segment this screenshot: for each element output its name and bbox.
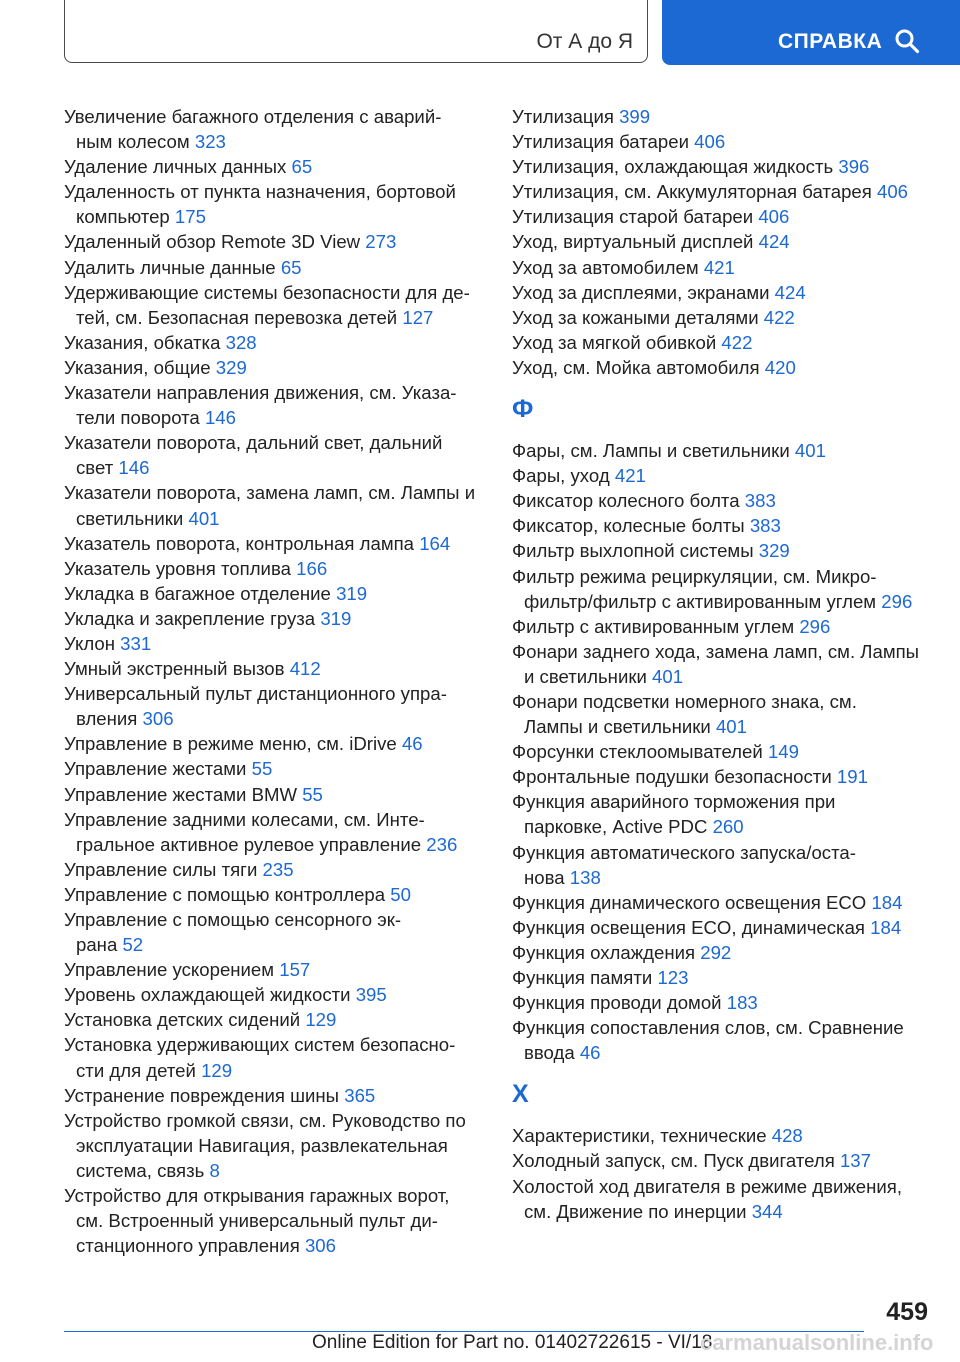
index-entry bbox=[64, 731, 484, 756]
index-term: Фонари заднего хода, замена ламп, см. Лампы bbox=[512, 640, 920, 662]
index-entry bbox=[64, 681, 484, 731]
page-reference-link[interactable]: 138 bbox=[569, 866, 601, 888]
page-number: 459 bbox=[886, 1298, 928, 1326]
page-reference-link[interactable]: 127 bbox=[402, 306, 434, 328]
index-entry bbox=[64, 1108, 484, 1183]
index-entry bbox=[512, 789, 932, 839]
index-term: Фильтр режима рециркуляции, см. Микро- bbox=[512, 565, 877, 587]
index-term: Управление в режиме меню, см. iDrive bbox=[64, 733, 397, 755]
index-term: Фары, см. Лампы и светильники bbox=[512, 440, 790, 462]
page-reference-link[interactable]: 344 bbox=[751, 1200, 783, 1222]
index-entry bbox=[64, 782, 484, 807]
page-reference-link[interactable]: 396 bbox=[838, 156, 870, 178]
index-term: Устройство громкой связи, см. Руководство по bbox=[64, 1109, 466, 1131]
index-term: Универсальный пульт дистанционного упра- bbox=[64, 683, 447, 705]
index-term: Указания, общие bbox=[64, 356, 211, 378]
index-term: Утилизация, охлаждающая жидкость bbox=[512, 156, 834, 178]
page-reference-link[interactable]: 428 bbox=[771, 1125, 803, 1147]
index-term: Уклон bbox=[64, 632, 115, 654]
index-entry bbox=[512, 614, 932, 639]
index-term: Холостой ход двигателя в режиме движения, bbox=[512, 1175, 903, 1197]
edition-info: Online Edition for Part no. 01402722615 - VI/18 bbox=[312, 1332, 713, 1353]
index-entry bbox=[64, 957, 484, 982]
index-term-continued: см. Встроенный универсальный пульт ди- bbox=[76, 1210, 438, 1232]
page-reference-link[interactable]: 329 bbox=[758, 540, 790, 562]
index-entry bbox=[64, 255, 484, 280]
index-entry bbox=[512, 305, 932, 330]
index-term-continued: гральное активное рулевое управление bbox=[76, 833, 422, 855]
index-term: Характеристики, технические bbox=[512, 1125, 767, 1147]
index-term: Функция памяти bbox=[512, 967, 653, 988]
page-reference-link[interactable]: 129 bbox=[201, 1059, 233, 1081]
index-term-continued: см. Движение по инерции bbox=[524, 1200, 747, 1222]
page-reference-link[interactable]: 235 bbox=[262, 858, 294, 880]
index-term: Функция освещения ECO, динамическая bbox=[512, 916, 865, 938]
index-term-continued: нова bbox=[524, 866, 565, 888]
index-term: Удалить личные данные bbox=[64, 256, 276, 278]
search-icon[interactable] bbox=[894, 28, 920, 54]
index-entry bbox=[64, 330, 484, 355]
index-entry bbox=[64, 1032, 484, 1082]
index-term-continued: компьютер bbox=[76, 206, 170, 228]
page-reference-link[interactable]: 406 bbox=[877, 181, 909, 203]
index-entry bbox=[512, 204, 932, 229]
index-entry bbox=[64, 857, 484, 882]
page-reference-link[interactable]: 8 bbox=[209, 1159, 220, 1181]
index-entry bbox=[512, 179, 932, 204]
index-entry bbox=[64, 1007, 484, 1032]
index-entry bbox=[64, 1183, 484, 1258]
page-reference-link[interactable]: 123 bbox=[657, 967, 689, 988]
index-term: Функция аварийного торможения при bbox=[512, 791, 836, 813]
page-reference-link[interactable]: 401 bbox=[188, 507, 220, 529]
help-tab[interactable] bbox=[662, 0, 960, 65]
index-entry bbox=[512, 104, 932, 129]
index-entry bbox=[64, 480, 484, 530]
page-reference-link[interactable]: 329 bbox=[215, 356, 247, 378]
section-letter-h: Х bbox=[512, 1080, 529, 1109]
index-term-continued: рана bbox=[76, 934, 118, 956]
index-entry bbox=[512, 1015, 932, 1065]
index-entry bbox=[512, 463, 932, 488]
index-group-u bbox=[512, 104, 932, 380]
index-entry bbox=[512, 764, 932, 789]
page-reference-link[interactable]: 184 bbox=[871, 891, 903, 913]
page-reference-link[interactable]: 260 bbox=[712, 816, 744, 838]
index-entry bbox=[64, 882, 484, 907]
page-reference-link[interactable]: 183 bbox=[726, 992, 758, 1014]
index-term: Фронтальные подушки безопасности bbox=[512, 766, 832, 788]
section-letter-f: Ф bbox=[512, 395, 534, 424]
index-term-continued: эксплуатации Навигация, развлекательная bbox=[76, 1134, 448, 1156]
page-reference-link[interactable]: 129 bbox=[305, 1009, 337, 1031]
index-term: Функция автоматического запуска/оста- bbox=[512, 841, 856, 863]
page-reference-link[interactable]: 422 bbox=[721, 331, 753, 353]
index-term: Укладка в багажное отделение bbox=[64, 582, 331, 604]
page-reference-link[interactable]: 46 bbox=[401, 733, 423, 755]
index-term: Утилизация bbox=[512, 106, 614, 127]
page-reference-link[interactable]: 406 bbox=[758, 206, 790, 228]
index-entry bbox=[512, 564, 932, 614]
page-reference-link[interactable]: 421 bbox=[703, 256, 735, 278]
page-reference-link[interactable]: 383 bbox=[744, 490, 776, 512]
index-term: Указатели поворота, дальний свет, дальний bbox=[64, 432, 443, 454]
page-reference-link[interactable]: 184 bbox=[870, 916, 902, 938]
index-term: Фары, уход bbox=[512, 465, 610, 487]
page-reference-link[interactable]: 323 bbox=[194, 131, 226, 153]
page-reference-link[interactable]: 166 bbox=[296, 557, 328, 579]
index-term: Управление задними колесами, см. Инте- bbox=[64, 808, 425, 830]
index-term: Уход за автомобилем bbox=[512, 256, 699, 278]
page-reference-link[interactable]: 412 bbox=[289, 658, 321, 680]
index-term: Уход за мягкой обивкой bbox=[512, 331, 717, 353]
index-term-continued: система, связь bbox=[76, 1159, 205, 1181]
index-term: Удаленный обзор Remote 3D View bbox=[64, 231, 361, 253]
index-term: Умный экстренный вызов bbox=[64, 658, 285, 680]
index-entry bbox=[64, 280, 484, 330]
index-term-continued: Лампы и светильники bbox=[524, 716, 711, 738]
index-term: Уход, см. Мойка автомобиля bbox=[512, 356, 760, 378]
index-term-continued: тели поворота bbox=[76, 407, 200, 429]
page-reference-link[interactable]: 65 bbox=[280, 256, 302, 278]
index-term-continued: ввода bbox=[524, 1042, 575, 1064]
index-entry bbox=[512, 1174, 932, 1224]
index-term: Устройство для открывания гаражных ворот, bbox=[64, 1185, 450, 1207]
index-term: Устранение повреждения шины bbox=[64, 1084, 340, 1106]
index-entry bbox=[512, 154, 932, 179]
index-column-left bbox=[64, 104, 484, 1258]
page-reference-link[interactable]: 164 bbox=[419, 532, 451, 554]
index-term-continued: сти для детей bbox=[76, 1059, 196, 1081]
index-term-continued: светильники bbox=[76, 507, 184, 529]
index-term-continued: ным колесом bbox=[76, 131, 190, 153]
index-entry bbox=[512, 488, 932, 513]
page-reference-link[interactable]: 401 bbox=[794, 440, 826, 462]
index-term: Увеличение багажного отделения с аварий- bbox=[64, 106, 442, 127]
page-reference-link[interactable]: 157 bbox=[279, 959, 311, 981]
index-entry bbox=[512, 513, 932, 538]
index-entry bbox=[64, 656, 484, 681]
index-entry bbox=[512, 890, 932, 915]
index-term: Функция сопоставления слов, см. Сравнение bbox=[512, 1017, 904, 1039]
index-term: Функция охлаждения bbox=[512, 941, 696, 963]
index-entry bbox=[64, 154, 484, 179]
index-term: Укладка и закрепление груза bbox=[64, 607, 316, 629]
page-reference-link[interactable]: 306 bbox=[304, 1235, 336, 1257]
index-term: Установка детских сидений bbox=[64, 1009, 301, 1031]
index-term: Указания, обкатка bbox=[64, 331, 221, 353]
index-entry bbox=[512, 129, 932, 154]
page-reference-link[interactable]: 55 bbox=[302, 783, 323, 805]
help-tab-label: СПРАВКА bbox=[778, 30, 883, 53]
page-reference-link[interactable]: 399 bbox=[619, 106, 651, 127]
index-term: Фиксатор колесного болта bbox=[512, 490, 740, 512]
index-term: Утилизация, см. Аккумуляторная батарея bbox=[512, 181, 872, 203]
index-entry bbox=[512, 990, 932, 1015]
index-entry bbox=[512, 255, 932, 280]
index-term: Уход, виртуальный дисплей bbox=[512, 231, 754, 253]
index-entry bbox=[64, 104, 484, 154]
page-reference-link[interactable]: 319 bbox=[320, 607, 352, 629]
index-term: Фиксатор, колесные болты bbox=[512, 515, 745, 537]
index-term: Удаленность от пункта назначения, бортовой bbox=[64, 181, 456, 203]
index-term: Управление силы тяги bbox=[64, 858, 258, 880]
index-entry bbox=[64, 179, 484, 229]
index-term-continued: свет bbox=[76, 457, 114, 479]
az-index-tab[interactable] bbox=[64, 0, 648, 63]
index-term-continued: фильтр/фильтр с активированным углем bbox=[524, 590, 877, 612]
index-entry bbox=[512, 639, 932, 689]
index-entry bbox=[512, 438, 932, 463]
page-reference-link[interactable]: 273 bbox=[365, 231, 397, 253]
index-entry bbox=[64, 606, 484, 631]
index-term: Удерживающие системы безопасности для де- bbox=[64, 281, 470, 303]
page-reference-link[interactable]: 149 bbox=[767, 741, 799, 763]
index-entry bbox=[512, 940, 932, 965]
index-entry bbox=[64, 556, 484, 581]
page-reference-link[interactable]: 146 bbox=[204, 407, 236, 429]
page-reference-link[interactable]: 328 bbox=[225, 331, 257, 353]
index-term: Установка удерживающих систем безопасно- bbox=[64, 1034, 456, 1056]
index-term: Форсунки стеклоомывателей bbox=[512, 741, 763, 763]
index-term: Функция динамического освещения ECO bbox=[512, 891, 867, 913]
index-term: Управление с помощью сенсорного эк- bbox=[64, 909, 402, 930]
page-reference-link[interactable]: 175 bbox=[174, 206, 206, 228]
page-reference-link[interactable]: 46 bbox=[579, 1042, 601, 1064]
index-group-h bbox=[512, 1123, 932, 1223]
index-term-continued: станционного управления bbox=[76, 1235, 300, 1257]
index-term: Указатели поворота, замена ламп, см. Лампы и bbox=[64, 482, 476, 504]
page-reference-link[interactable]: 65 bbox=[291, 156, 313, 178]
index-term: Фонари подсветки номерного знака, см. bbox=[512, 690, 857, 712]
index-entry bbox=[64, 581, 484, 606]
index-group-f bbox=[512, 438, 932, 1065]
index-term: Указатели направления движения, см. Указа- bbox=[64, 382, 457, 404]
index-term: Указатель уровня топлива bbox=[64, 557, 291, 579]
watermark: carmanualsonline.info bbox=[700, 1330, 934, 1355]
index-term: Управление с помощью контроллера bbox=[64, 883, 386, 905]
index-term: Указатель поворота, контрольная лампа bbox=[64, 532, 415, 554]
index-entry bbox=[512, 965, 932, 990]
page-reference-link[interactable]: 406 bbox=[694, 131, 726, 153]
index-term: Уровень охлаждающей жидкости bbox=[64, 984, 351, 1006]
index-entry bbox=[512, 915, 932, 940]
page-reference-link[interactable]: 365 bbox=[344, 1084, 376, 1106]
index-term: Уход за кожаными деталями bbox=[512, 306, 759, 328]
index-column-right bbox=[512, 104, 932, 1224]
index-term: Функция проводи домой bbox=[512, 992, 722, 1014]
page-reference-link[interactable]: 191 bbox=[836, 766, 868, 788]
index-term: Уход за дисплеями, экранами bbox=[512, 281, 770, 303]
page-reference-link[interactable]: 319 bbox=[336, 582, 368, 604]
page-reference-link[interactable]: 146 bbox=[118, 457, 150, 479]
page-reference-link[interactable]: 292 bbox=[700, 941, 732, 963]
page-reference-link[interactable]: 55 bbox=[251, 758, 273, 780]
index-term: Холодный запуск, см. Пуск двигателя bbox=[512, 1150, 835, 1172]
page-reference-link[interactable]: 421 bbox=[614, 465, 646, 487]
index-entry bbox=[512, 1123, 932, 1148]
index-entry bbox=[64, 355, 484, 380]
index-entry bbox=[512, 689, 932, 739]
page-reference-link[interactable]: 424 bbox=[774, 281, 806, 303]
index-entry bbox=[64, 807, 484, 857]
page-reference-link[interactable]: 296 bbox=[881, 590, 913, 612]
index-entry bbox=[64, 229, 484, 254]
page-reference-link[interactable]: 383 bbox=[749, 515, 781, 537]
index-term: Управление ускорением bbox=[64, 959, 275, 981]
index-entry bbox=[64, 756, 484, 781]
index-entry bbox=[512, 538, 932, 563]
index-term: Управление жестами bbox=[64, 758, 247, 780]
page-reference-link[interactable]: 236 bbox=[426, 833, 458, 855]
index-entry bbox=[512, 840, 932, 890]
index-term: Фильтр выхлопной системы bbox=[512, 540, 754, 562]
index-entry bbox=[64, 531, 484, 556]
page-reference-link[interactable]: 401 bbox=[715, 716, 747, 738]
index-entry bbox=[512, 1148, 932, 1173]
index-term-continued: парковке, Active PDC bbox=[524, 816, 708, 838]
page-reference-link[interactable]: 296 bbox=[799, 615, 831, 637]
page-reference-link[interactable]: 306 bbox=[142, 708, 174, 730]
index-entry bbox=[64, 631, 484, 656]
page-reference-link[interactable]: 422 bbox=[763, 306, 795, 328]
index-term: Удаление личных данных bbox=[64, 156, 287, 178]
page-reference-link[interactable]: 50 bbox=[390, 883, 411, 905]
index-term: Утилизация старой батареи bbox=[512, 206, 754, 228]
index-entry bbox=[64, 1083, 484, 1108]
az-index-tab-label: От А до Я bbox=[536, 30, 633, 53]
index-entry bbox=[512, 330, 932, 355]
page-reference-link[interactable]: 420 bbox=[764, 356, 796, 378]
page-reference-link[interactable]: 424 bbox=[758, 231, 790, 253]
index-entry bbox=[64, 430, 484, 480]
index-term-continued: тей, см. Безопасная перевозка детей bbox=[76, 306, 398, 328]
index-entry bbox=[64, 907, 484, 957]
page-reference-link[interactable]: 395 bbox=[355, 984, 387, 1006]
page-reference-link[interactable]: 401 bbox=[652, 665, 684, 687]
index-term-continued: вления bbox=[76, 708, 138, 730]
index-term: Утилизация батареи bbox=[512, 131, 689, 153]
index-entry bbox=[512, 739, 932, 764]
index-entry bbox=[64, 982, 484, 1007]
index-entry bbox=[512, 229, 932, 254]
index-entry bbox=[64, 380, 484, 430]
index-entry bbox=[512, 355, 932, 380]
page-reference-link[interactable]: 52 bbox=[122, 934, 144, 956]
index-term: Фильтр с активированным углем bbox=[512, 615, 795, 637]
index-term: Управление жестами BMW bbox=[64, 783, 298, 805]
index-entry bbox=[512, 280, 932, 305]
page-reference-link[interactable]: 137 bbox=[839, 1150, 871, 1172]
index-term-continued: и светильники bbox=[524, 665, 647, 687]
page-reference-link[interactable]: 331 bbox=[120, 632, 152, 654]
